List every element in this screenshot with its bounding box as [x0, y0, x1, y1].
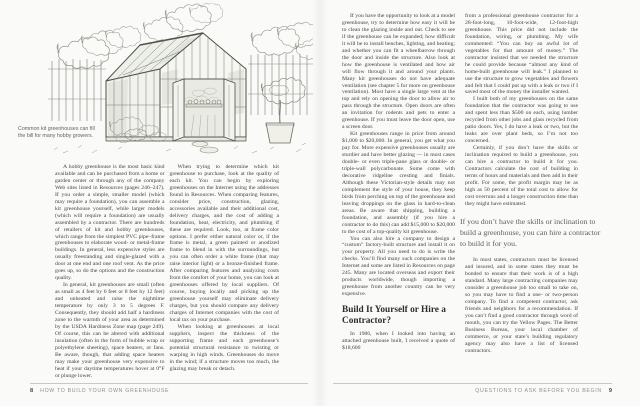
greenhouse-illustration — [48, 3, 313, 160]
left-page-text — [55, 164, 279, 380]
body-paragraph: Certainly, if you don’t have the skills or inclination required to build a greenhouse, you can hire a contractor to build it for you. Contractors calculate the cost of building in terms of hours and materials and then add in their profit. For some, the profit margin may be as high as 50 percent of the total cost to allow for cost overruns and a longer construction time than they might have estimated. — [465, 145, 578, 207]
body-paragraph: When trying to determine which kit greenhouse to purchase, look at the quality of each kit. You can begin by exploring greenhouses on the Internet using the addresses found in Resources. When comparing features, consider price, construction, glazing, accessories available and their additional cost, delivery charges, and the cost of adding a foundation, heat, electricity, and plumbing if these are required. Look, too, at frame color options. I prefer either natural color or, if the frame is metal, a green painted or anodized frame to blend in with the surroundings, but you can often order a white frame (that may raise interior light) or a bronze-finished frame. After comparing features and analyzing costs from the comfort of your home, you can look at greenhouses offered by local suppliers. Of course, buying locally and picking up the greenhouse yourself may eliminate delivery charges, but you should compare any delivery charges of Internet companies with the cost of local tax on your purchase. — [169, 164, 279, 323]
left-page-footer — [30, 383, 308, 394]
left-column-1 — [55, 164, 165, 380]
right-column-2 — [460, 13, 601, 355]
running-head: HOW TO BUILD YOUR OWN GREENHOUSE — [40, 387, 170, 394]
stepping-stones — [192, 142, 218, 154]
right-page-text — [342, 13, 601, 355]
figure-caption: Common kit greenhouses can fill the bill for many hobby growers. — [18, 126, 95, 139]
potted-tree — [261, 78, 305, 143]
body-paragraph: A hobby greenhouse is the most basic kind available and can be purchased from a home or garden center or through any of the company Web sites listed in Resources (pages 246–247). If you order a simple, smaller model (which may require a foundation), you can assemble a kit greenhouse yourself, while larger models (which will require a foundation) are usually assembled by a contractor. There are hundreds of retailers of kit and hobby greenhouses, which range from the simplest PVC pipe–frame greenhouses to elaborate wood- or metal-frame buildings. In general, less expensive styles are usually freestanding and single-glazed with a door at one end and one roof vent. As the price goes up, so do the options and the construction quality. — [55, 164, 165, 282]
body-paragraph: from a professional greenhouse contractor for a 28-foot-long, 10-foot-wide, 12-foot-high greenhouse. This price did not include the foundation, wiring, or plumbing. My wife commented: “You can buy an awful lot of vegetables for that amount of money.” The contractor insisted that we needed the structure he could provide because “almost any kind of home-built greenhouse will leak.” I planned to use the structure to grow vegetables and flowers and felt that I could put up with a leak or two if I saved most of the money the installer wanted. — [465, 13, 578, 96]
pull-quote: If you don’t have the skills or inclination to build a greenhouse, you can hire a contractor to build it for you. — [460, 216, 601, 249]
right-column-1 — [342, 13, 455, 355]
doorway — [173, 79, 235, 141]
section-heading: Build It Yourself or Hire a Contractor? — [342, 305, 446, 326]
page-number: 8 — [30, 387, 34, 394]
body-paragraph: In general, kit greenhouses are small (often as small as 4 feet by 6 feet or 8 feet by 12 feet) and unheated and raise the nighttime temperature by only 3 to 5 degrees F. Consequently, they should add half a hardiness zone to the warmth of your area as determined by the USDA Hardiness Zone map (page 249). Of course, this can be altered with additional insulation (often in the form of bubble wrap or polyethylene sheeting), space heaters, or fans. Be aware, though, that adding space heaters may make your greenhouse very expensive to heat if your daytime temperatures hover at 0°F or plunge lower. — [55, 282, 165, 379]
body-paragraph: When looking at greenhouses at local suppliers, inspect the thickness of the supporting frame and each greenhouse’s potential structural resistance to twisting or warping in high winds. Greenhouses do move in the wind; if a structure moves too much, the glazing may break or detach. — [169, 323, 279, 372]
body-paragraph: I built both of my greenhouses on the same foundation that the contractor was going to use and spent less than $500 on each, using lumber recycled from other jobs and glass recycled from patio doors. Yes, I do have a leak or two, but the leaks are over plant beds, so I’m not too concerned. — [465, 96, 578, 145]
running-head: QUESTIONS TO ASK BEFORE YOU BEGIN — [475, 387, 602, 394]
page-number: 9 — [608, 387, 612, 394]
body-paragraph: Kit greenhouses range in price from around $1,000 to $20,000. In general, you get what you pay for. More expensive greenhouses usually are sturdier and have better glazing — in most cases double- or even triple-pane glass or double- or triple-wall polycarbonate. Some come with decorative ridgeline cresting and finials. Although these Victorian-style details may not complement the style of your house, they keep birds from perching on top of the greenhouse and leaving droppings on the glass in hard-to-clean areas. Be aware that shipping, building a foundation, and assembly (if you hire a contractor to do this) can add $15,000 to $20,000 to the cost of a top-quality kit greenhouse. — [342, 131, 455, 235]
left-column-2 — [170, 164, 280, 380]
right-page — [320, 0, 640, 406]
body-paragraph: In most states, contractors must be licensed and insured, and in some states they must be bonded to ensure that their work is of a high standard. Many large contracting companies may consider a greenhouse job too small to take on, so you may have to find a one- or two-person company. To find a competent contractor, ask friends and neighbors for a recommendation. If you can’t find a good contractor through word of mouth, you can try the Yellow Pages. The Better Business Bureau, your local chamber of commerce, or your state’s building regulatory agency may also have a list of licensed contractors. — [465, 257, 578, 354]
grass-strokes — [54, 143, 306, 153]
right-page-footer — [333, 383, 612, 394]
body-paragraph: You can also hire a company to design a “custom” factory-built structure and install it on your property. All you need to do is write the checks. You’ll find many such companies on the Internet and some are listed in Resources on page 245. Many are located overseas and export their products worldwide, though importing a greenhouse from another country can be very expensive. — [342, 235, 455, 298]
body-paragraph: In 1986, when I looked into having an attached greenhouse built, I received a quote of $18,600 — [342, 331, 455, 352]
body-paragraph: If you have the opportunity to look at a model greenhouse, try to determine how easy it will be to clean the glazing inside and out. Check to see if the greenhouse can be expanded; how difficult it will be to install benches, lighting, and heating; and whether you can fit a wheelbarrow through the door and inside the structure. Also look at how the greenhouse is ventilated and how air will flow through it and around your plants. Many kit greenhouses do not have adequate ventilation (see chapter 5 for more on greenhouse ventilation). Most have a single large vent at the top and rely on opening the door to allow air to pass through the structure. Open doors are often an invitation for rodents and pets to enter a greenhouse. If you must leave the door open, use a screen door. — [342, 13, 455, 131]
